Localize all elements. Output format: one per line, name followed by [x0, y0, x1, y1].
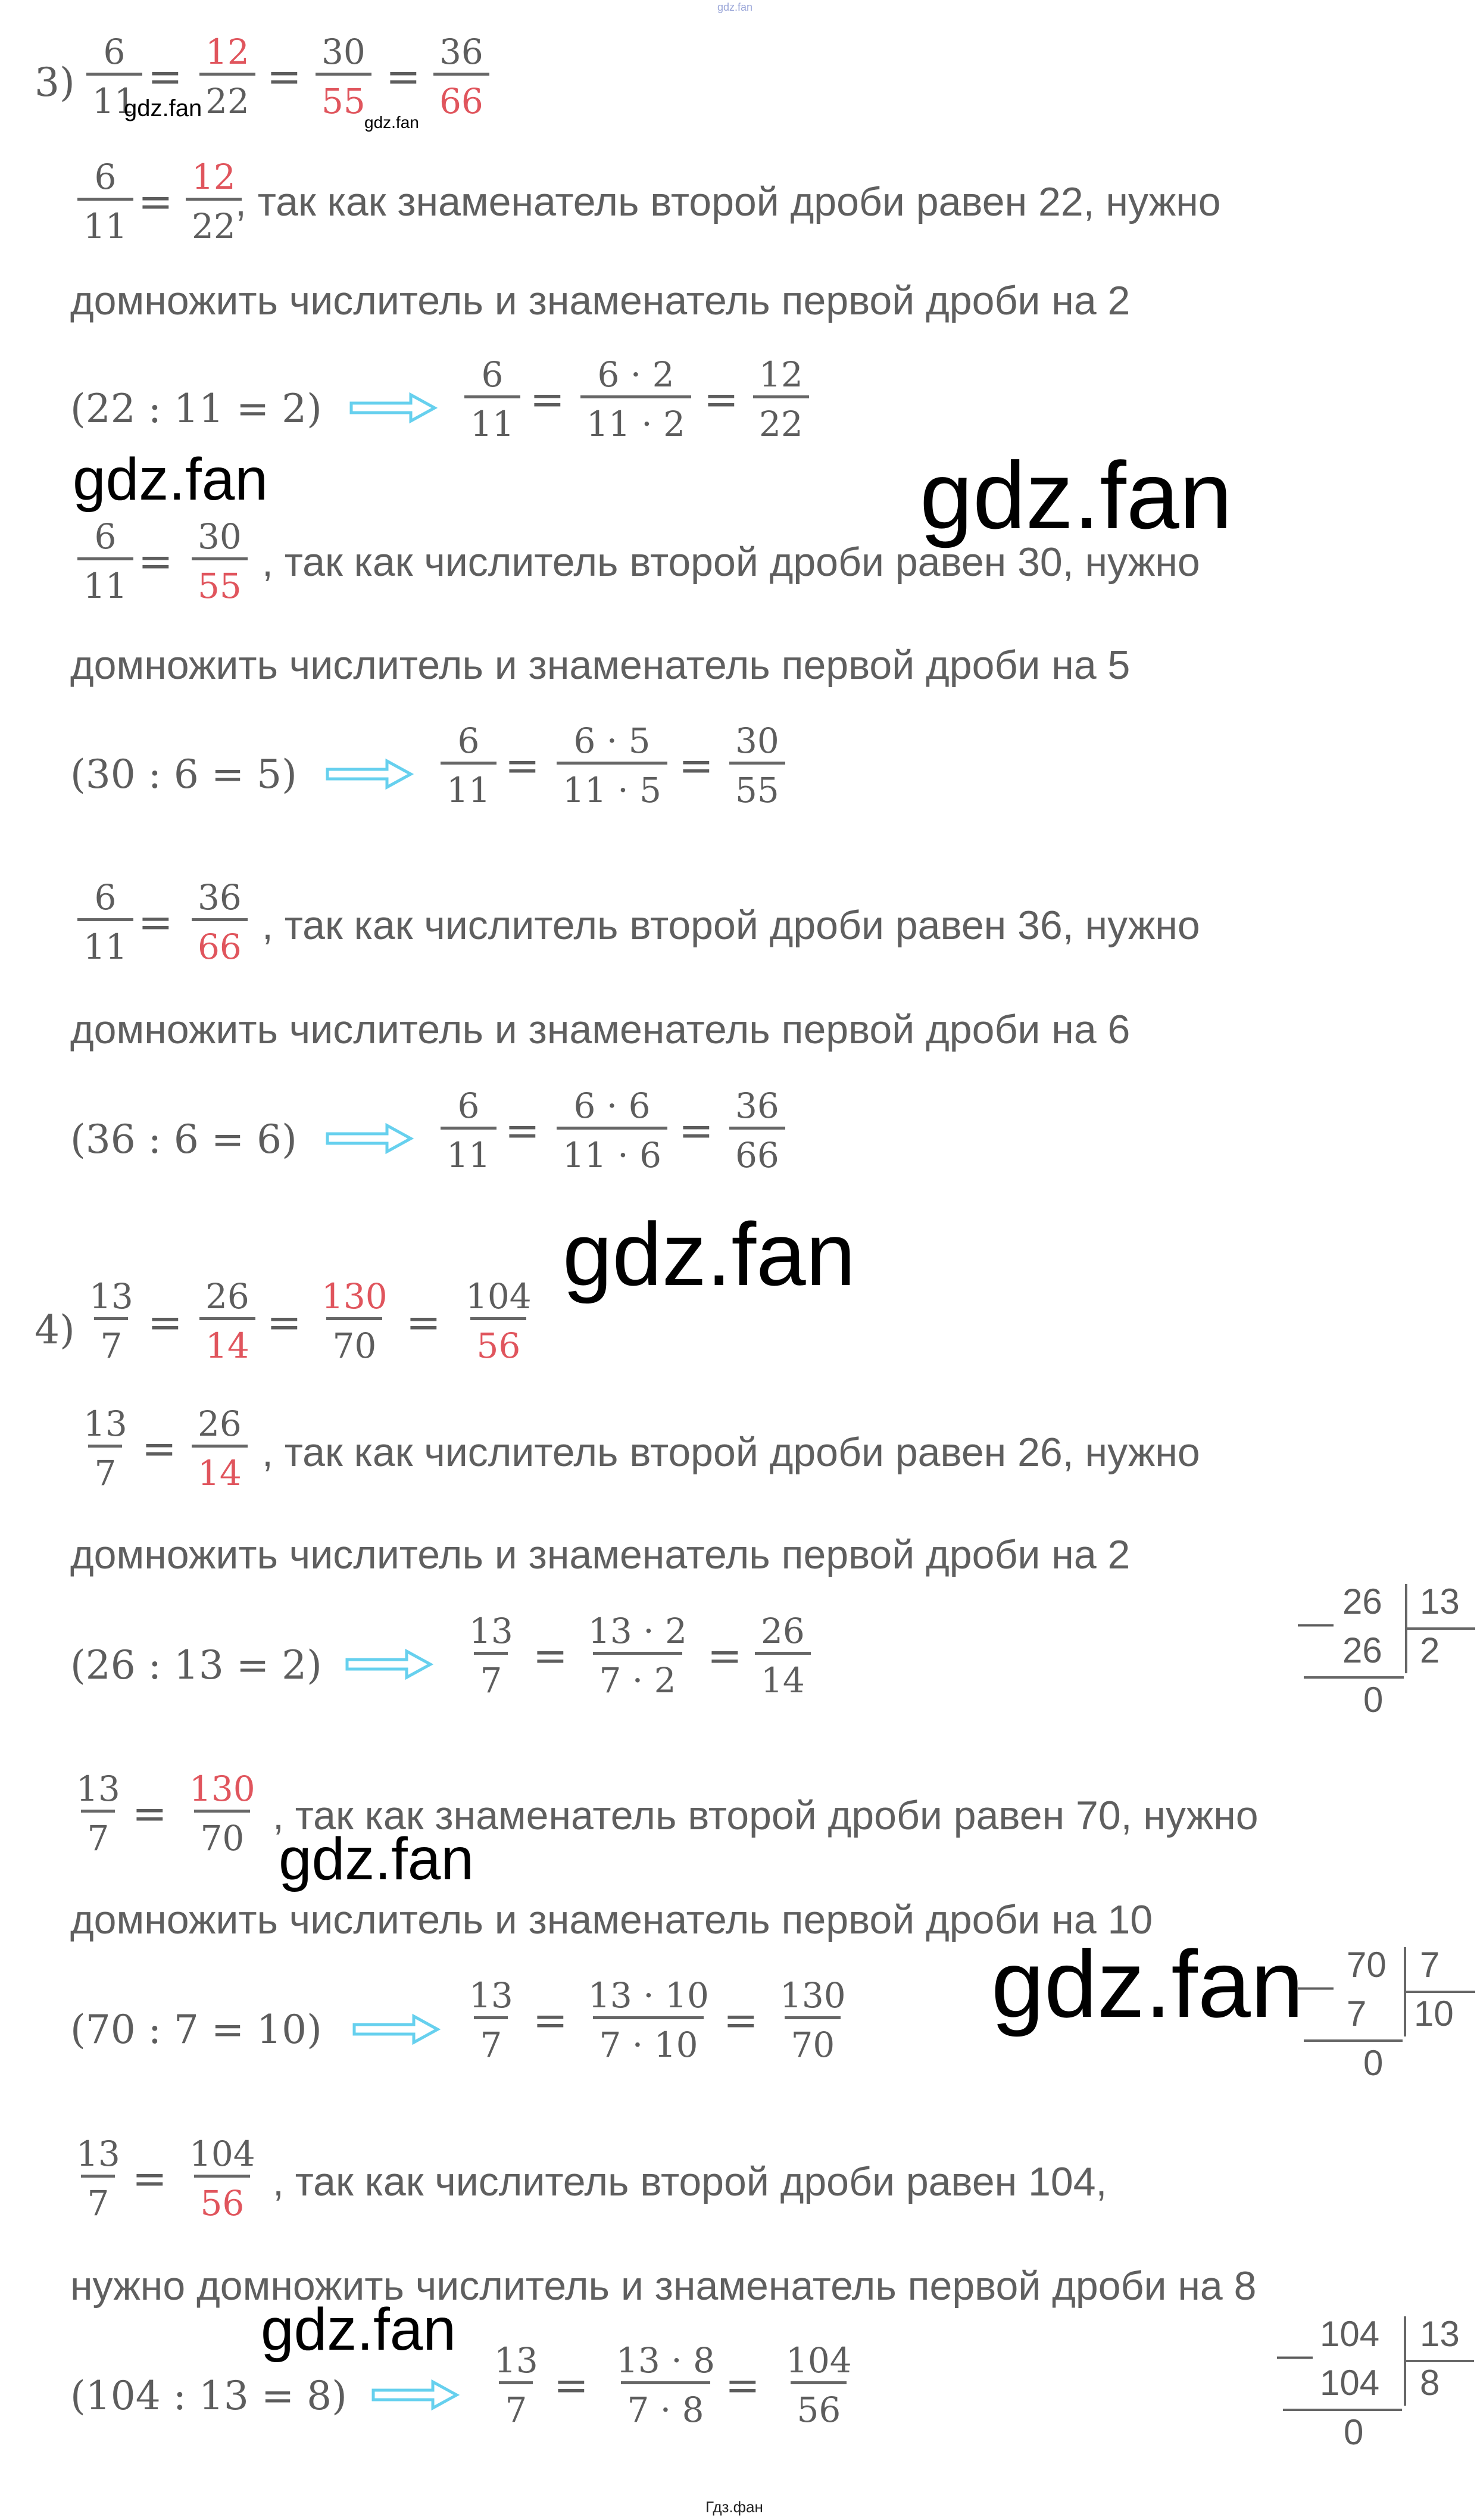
equals-sign: = [267, 1298, 302, 1347]
task3-chain-frac-3: $\frac{30}{55}$ [316, 35, 371, 118]
eq-frac-3: $\frac{104}{56}$ [786, 2340, 852, 2430]
eq-frac-1: $\frac{13}{7}$ [469, 1975, 513, 2065]
implies-arrow-icon [324, 1121, 414, 1156]
long-division [1298, 1581, 1476, 1730]
equals-sign: = [267, 52, 302, 101]
equals-sign: = [505, 1106, 540, 1155]
step-lhs-frac: $\frac{6}{11}$ [77, 880, 133, 964]
step-rhs-frac: $\frac{130}{70}$ [189, 1769, 255, 1858]
equals-sign: = [386, 52, 421, 101]
eq-frac-1: $\frac{6}{11}$ [464, 357, 520, 441]
step-rhs-frac: $\frac{30}{55}$ [192, 519, 248, 603]
division-quotient: 2 [1420, 1630, 1440, 1670]
equals-sign: = [725, 2361, 760, 2410]
step-explanation-line1: , так как числитель второй дроби равен 36, нужно [262, 903, 1200, 948]
step-rhs-frac: $\frac{12}{22}$ [186, 160, 242, 244]
watermark: gdz.fan [991, 1930, 1304, 2037]
eq-frac-1: $\frac{13}{7}$ [469, 1611, 513, 1701]
long-division [1277, 2313, 1476, 2462]
equals-sign: = [148, 52, 183, 101]
equals-sign: = [148, 1298, 183, 1347]
task3-chain-frac-4: $\frac{36}{66}$ [433, 35, 489, 118]
division-bracket [1404, 2360, 1474, 2362]
equals-sign: = [138, 898, 173, 947]
eq-frac-3: $\frac{30}{55}$ [729, 723, 785, 807]
equals-sign: = [679, 1106, 714, 1155]
division-divisor: 13 [1420, 2314, 1460, 2354]
eq-frac-2: $\frac{6 \cdot 5}{11 \cdot 5}$ [557, 723, 667, 807]
eq-frac-2: $\frac{13 \cdot 2}{7 \cdot 2}$ [588, 1611, 688, 1701]
equals-sign: = [505, 741, 540, 790]
eq-frac-2: $\frac{6 \cdot 2}{11 \cdot 2}$ [580, 357, 691, 441]
step-explanation-line2: домножить числитель и знаменатель первой дроби на 10 [70, 1897, 1153, 1942]
division-note: (30 : 6 = 5) [70, 751, 297, 797]
equals-sign: = [533, 1996, 568, 2045]
division-underline [1304, 1676, 1404, 1679]
division-note: (26 : 13 = 2) [70, 1642, 322, 1688]
implies-arrow-icon [348, 390, 438, 426]
division-subtrahend: 7 [1347, 1994, 1367, 2034]
watermark: gdz.fan [124, 95, 202, 121]
step-explanation-line2: домножить числитель и знаменатель первой дроби на 6 [70, 1007, 1131, 1052]
implies-arrow-icon [344, 1646, 433, 1682]
task4-chain-frac-4: $\frac{104}{56}$ [466, 1276, 532, 1366]
step-lhs-frac: $\frac{13}{7}$ [83, 1404, 127, 1493]
step-lhs-frac: $\frac{13}{7}$ [76, 2134, 120, 2223]
implies-arrow-icon [324, 756, 414, 792]
implies-arrow-icon [370, 2377, 460, 2413]
task4-chain-frac-2: $\frac{26}{14}$ [199, 1279, 255, 1363]
step-explanation-line2: домножить числитель и знаменатель первой дроби на 2 [70, 278, 1131, 323]
step-lhs-frac: $\frac{13}{7}$ [76, 1769, 120, 1858]
equals-sign: = [138, 177, 173, 226]
eq-frac-1: $\frac{13}{7}$ [494, 2340, 538, 2430]
step-explanation-line2: домножить числитель и знаменатель первой дроби на 5 [70, 643, 1131, 688]
eq-frac-1: $\frac{6}{11}$ [441, 723, 497, 807]
step-lhs-frac: $\frac{6}{11}$ [77, 519, 133, 603]
eq-frac-3: $\frac{12}{22}$ [753, 357, 809, 441]
equals-sign: = [132, 2154, 167, 2203]
division-minus: — [1298, 1602, 1334, 1642]
equals-sign: = [138, 537, 173, 586]
step-rhs-frac: $\frac{36}{66}$ [192, 880, 248, 964]
division-bracket [1405, 1627, 1475, 1630]
watermark: gdz.fan [920, 442, 1232, 548]
step-explanation-line1: , так как знаменатель второй дроби равен 22, нужно [235, 179, 1221, 224]
division-note: (104 : 13 = 8) [70, 2373, 347, 2419]
step-explanation-line1: , так как знаменатель второй дроби равен 70, нужно [273, 1793, 1259, 1838]
task4-chain-frac-1: $\frac{13}{7}$ [89, 1276, 133, 1366]
equals-sign: = [679, 741, 714, 790]
footer-label: Гдз.фан [705, 2498, 763, 2516]
watermark: gdz.fan [279, 1826, 474, 1892]
division-dividend: 70 [1347, 1945, 1387, 1985]
step-explanation-line2: домножить числитель и знаменатель первой дроби на 2 [70, 1532, 1131, 1577]
eq-frac-2: $\frac{13 \cdot 10}{7 \cdot 10}$ [588, 1975, 709, 2065]
division-quotient: 8 [1420, 2363, 1440, 2403]
division-remainder: 0 [1363, 2043, 1384, 2083]
watermark: gdz.fan [364, 113, 419, 132]
step-explanation-line1: , так как числитель второй дроби равен 30, нужно [262, 539, 1200, 585]
division-note: (70 : 7 = 10) [70, 2007, 322, 2053]
watermark: gdz.fan [73, 446, 268, 513]
division-remainder: 0 [1363, 1680, 1384, 1720]
division-dividend: 104 [1320, 2314, 1380, 2354]
eq-frac-2: $\frac{13 \cdot 8}{7 \cdot 8}$ [616, 2340, 716, 2430]
division-divisor: 13 [1420, 1582, 1460, 1621]
equals-sign: = [707, 1632, 742, 1680]
equals-sign: = [132, 1789, 167, 1838]
long-division [1298, 1944, 1476, 2093]
eq-frac-1: $\frac{6}{11}$ [441, 1089, 497, 1172]
step-lhs-frac: $\frac{6}{11}$ [77, 160, 133, 244]
eq-frac-2: $\frac{6 \cdot 6}{11 \cdot 6}$ [557, 1089, 667, 1172]
equals-sign: = [533, 1632, 568, 1680]
division-note: (22 : 11 = 2) [70, 386, 322, 432]
division-underline [1304, 2039, 1403, 2042]
division-note: (36 : 6 = 6) [70, 1116, 297, 1162]
equals-sign: = [530, 375, 565, 424]
equals-sign: = [554, 2361, 589, 2410]
division-dividend: 26 [1342, 1582, 1382, 1621]
step-explanation-line1: , так как числитель второй дроби равен 26, нужно [262, 1430, 1200, 1475]
eq-frac-3: $\frac{36}{66}$ [729, 1089, 785, 1172]
division-remainder: 0 [1344, 2412, 1364, 2452]
implies-arrow-icon [351, 2011, 441, 2047]
equals-sign: = [406, 1298, 441, 1347]
equals-sign: = [704, 375, 739, 424]
equals-sign: = [723, 1996, 758, 2045]
division-underline [1283, 2409, 1402, 2411]
step-rhs-frac: $\frac{26}{14}$ [192, 1406, 248, 1490]
step-explanation-line1: , так как числитель второй дроби равен 104, [273, 2159, 1107, 2204]
task3-chain-frac-1: $\frac{6}{11}$ [86, 35, 142, 118]
division-minus: — [1277, 2335, 1313, 2375]
top-mark: gdz.fan [717, 1, 753, 13]
division-quotient: 10 [1414, 1994, 1454, 2034]
division-divisor: 7 [1420, 1945, 1440, 1985]
eq-frac-3: $\frac{130}{70}$ [780, 1975, 846, 2065]
task4-chain-frac-3: $\frac{130}{70}$ [321, 1276, 388, 1366]
division-bracket [1404, 1991, 1475, 1993]
eq-frac-3: $\frac{26}{14}$ [755, 1614, 811, 1698]
watermark: gdz.fan [261, 2296, 457, 2363]
division-subtrahend: 26 [1342, 1630, 1382, 1670]
step-rhs-frac: $\frac{104}{56}$ [189, 2134, 255, 2223]
task4-label: 4) [35, 1307, 75, 1353]
division-minus: — [1298, 1966, 1334, 2006]
equals-sign: = [142, 1424, 177, 1473]
watermark: gdz.fan [563, 1204, 856, 1304]
task3-label: 3) [35, 60, 75, 105]
task3-chain-frac-2: $\frac{12}{22}$ [199, 35, 255, 118]
division-subtrahend: 104 [1320, 2363, 1380, 2403]
step-explanation-line2: нужно домножить числитель и знаменатель первой дроби на 8 [70, 2263, 1257, 2309]
